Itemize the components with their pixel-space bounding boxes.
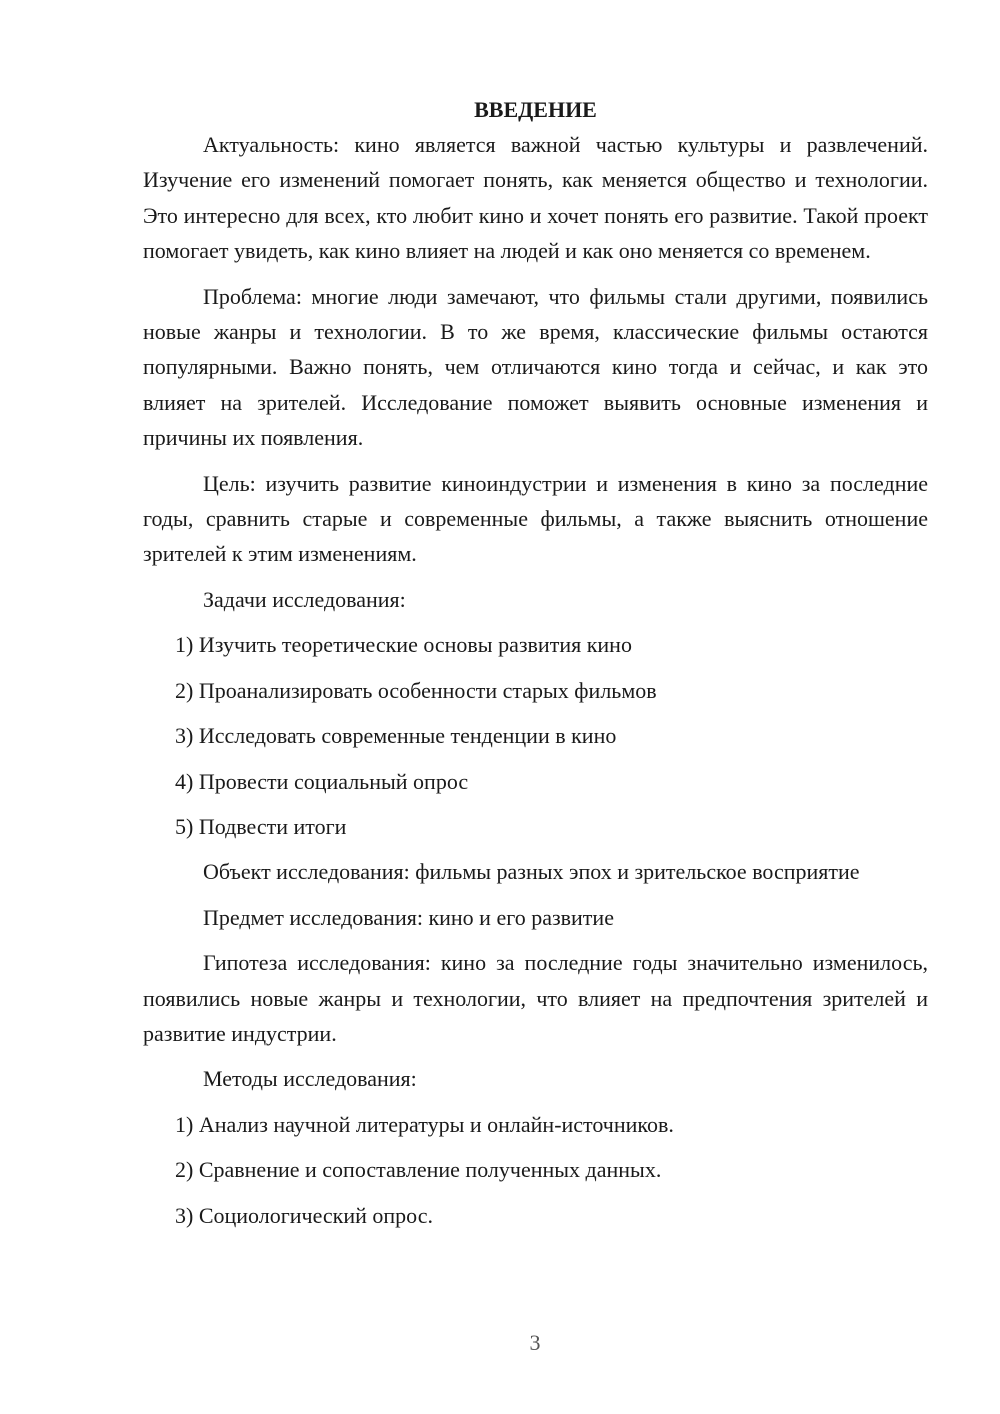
goal-paragraph: Цель: изучить развитие киноиндустрии и изменения в кино за последние годы, сравнить старые и современные фильмы, а также выяснить отношение зрителей к этим изменениям.: [143, 470, 928, 567]
list-item: 3) Социологический опрос.: [175, 1202, 433, 1228]
relevance-paragraph: Актуальность: кино является важной частью культуры и развлечений. Изучение его изменений помогает понять, как меняется общество и технологии. Это интересно для всех, кто любит кино и хочет понять его развитие. Такой проект помогает увидеть, как кино влияет на людей и как оно меняется со временем.: [143, 132, 928, 264]
object-paragraph: Объект исследования: фильмы разных эпох и зрительское восприятие: [203, 859, 860, 885]
list-item: 1) Анализ научной литературы и онлайн-источников.: [175, 1111, 674, 1137]
subject-paragraph: Предмет исследования: кино и его развитие: [203, 904, 614, 930]
page-number: 3: [529, 1330, 541, 1355]
page-title: ВВЕДЕНИЕ: [474, 97, 597, 122]
tasks-heading: Задачи исследования:: [203, 586, 406, 612]
list-item: 2) Сравнение и сопоставление полученных данных.: [175, 1157, 662, 1183]
list-item: 4) Провести социальный опрос: [175, 768, 469, 794]
problem-paragraph: Проблема: многие люди замечают, что фильмы стали другими, появились новые жанры и технологии. В то же время, классические фильмы остаются популярными. Важно понять, чем отличаются кино тогда и сейчас, и как это влияет на зрителей. Исследование поможет выявить основные изменения и причины их появления.: [143, 283, 928, 451]
list-item: 3) Исследовать современные тенденции в кино: [175, 723, 617, 749]
tasks-list: [143, 627, 928, 844]
document-page: [143, 92, 928, 1243]
hypothesis-paragraph: Гипотеза исследования: кино за последние годы значительно изменилось, появились новые жанры и технологии, что влияет на предпочтения зрителей и развитие индустрии.: [143, 950, 928, 1046]
methods-list: [143, 1107, 928, 1233]
list-item: 1) Изучить теоретические основы развития кино: [175, 632, 632, 658]
list-item: 2) Проанализировать особенности старых фильмов: [175, 677, 657, 703]
methods-heading: Методы исследования:: [203, 1066, 417, 1092]
list-item: 5) Подвести итоги: [175, 813, 347, 839]
